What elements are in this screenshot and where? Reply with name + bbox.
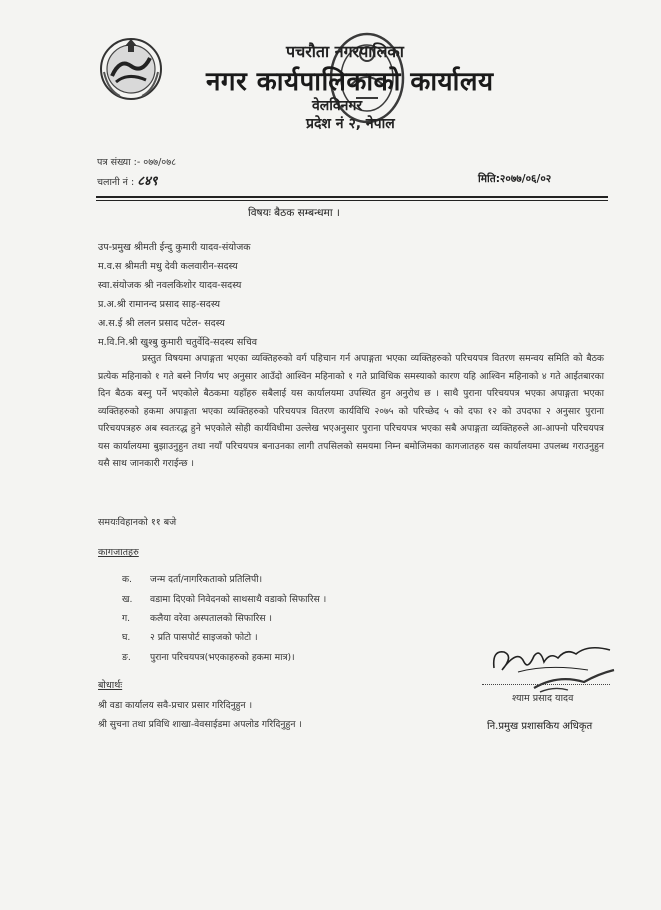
letter-body — [98, 350, 604, 473]
letter-number: पत्र संख्या :- ०७७/०७८ — [97, 157, 177, 168]
cc-heading: बोधार्थः — [98, 680, 123, 691]
document-text: कलैया वरेवा अस्पतालको सिफारिस । — [150, 613, 273, 624]
document-marker: क. — [122, 574, 132, 585]
province-label: प्रदेश नं २, नेपाल — [306, 116, 395, 132]
cc-item: श्री सुचना तथा प्रविधि शाखा-वेवसाईडमा अपलोड गरिदिनुहुन । — [98, 719, 302, 730]
document-marker: ख. — [122, 594, 133, 605]
subject-line: विषयः बैठक सम्बन्धमा । — [248, 207, 340, 219]
document-item — [122, 572, 262, 585]
documents-heading: कागजातहरु — [98, 547, 139, 558]
body-line: अनुरोध छ । साथै पुराना परिचयपत्र भएका अपाङ्गता भएका व्यक्तिहरुको हकमा अपाङ्गता भएका व्यक्तिहरुको परिचयपत्र वितरण — [98, 388, 604, 417]
dispatch-number-value: ८४९ — [137, 174, 158, 189]
divider-top-thin — [96, 200, 608, 201]
document-marker: घ. — [122, 632, 131, 643]
body-line: प्रस्तुत विषयमा अपाङ्गता भएका व्यक्तिहरुको वर्ग पहिचान गर्न अपाङ्गता भएका व्यक्तिहरुको परिचयपत्र वितरण समन्वय — [142, 353, 548, 364]
recipient-line: उप-प्रमुख श्रीमती ईन्दु कुमारी यादव-संयोजक — [98, 242, 251, 253]
meeting-time: समयःविहानको ११ बजे — [98, 517, 177, 528]
recipient-line: म.व.स श्रीमती मधु देवी कलवारीन-सदस्य — [98, 261, 238, 272]
divider-top — [96, 196, 608, 198]
document-item — [122, 650, 295, 663]
document-item — [122, 611, 272, 624]
signatory-name: श्याम प्रसाद यादव — [512, 693, 574, 704]
recipient-line: स्वा.संयोजक श्री नवलकिशोर यादव-सदस्य — [98, 280, 242, 291]
body-line: कार्यविधि २०७५ को परिच्छेद ५ को दफा १२ को उपदफा २ अनुसार पुराना परिचयपत्रहरु अब स्वतःरद्ध हुने भएकोले सोही — [98, 405, 604, 434]
nepal-emblem-icon — [98, 36, 164, 102]
recipient-line: म.वि.नि.श्री खुश्बु कुमारी चतुर्वेदि-सदस्य सचिव — [98, 337, 258, 348]
handwritten-signature — [488, 630, 618, 700]
municipality-name: पचरौता नगरपालिका — [286, 42, 404, 61]
office-title: नगर कार्यपालिकाको कार्यालय — [206, 67, 494, 97]
document-text: वडामा दिएको निवेदनको साथसाथै वडाको सिफारिस । — [150, 594, 327, 605]
body-line: यहि आश्विन महिनाको ४ गते आईतबारका दिन बैठक बस्नु पर्ने भएकोले बैठकमा यहाँहरु सबैलाई यस कार्यालयमा उपस्थित हुन — [98, 370, 604, 399]
document-text: पुराना परिचयपत्र(भएकाहरुको हकमा मात्र)। — [150, 652, 295, 663]
recipient-line: अ.स.ई श्री ललन प्रसाद पटेल- सदस्य — [98, 318, 225, 329]
body-line: समिति को बैठक प्रत्येक महिनाको १ गते बस्ने निर्णय भए अनुसार आउँदो आश्विन महिनाको १ गते प्राविधिक समस्याको कारण — [98, 353, 604, 382]
document-marker: ग. — [122, 613, 131, 624]
document-item — [122, 592, 326, 605]
signature-line — [482, 684, 610, 685]
letter-date: मिति:२०७७/०६/०२ — [478, 173, 552, 185]
body-line: साथ जानकारी गराईन्छ । — [112, 458, 194, 469]
office-location: वेलविनगर — [312, 98, 363, 114]
recipient-line: प्र.अ.श्री रामानन्द प्रसाद साह-सदस्य — [98, 299, 221, 310]
document-item — [122, 630, 258, 643]
cc-item: श्री वडा कार्यालय सवै-प्रचार प्रसार गरिदिनुहुन । — [98, 700, 253, 711]
document-text: जन्म दर्ता/नागरिकताको प्रतिलिपी। — [150, 574, 263, 585]
body-line: कार्यविधीमा उल्लेख भएअनुसार पुराना परिचयपत्र भएका सबै अपाङ्गता व्यक्तिहरुले आ-आफ्नो परिचयपत्र यस कार्यालयमा बुझाउनुहुन — [98, 423, 605, 452]
document-text: २ प्रति पासपोर्ट साइजको फोटो । — [150, 632, 258, 643]
document-marker: ङ. — [122, 652, 131, 663]
dispatch-number-label: चलानी नं : — [97, 177, 135, 188]
signatory-title: नि.प्रमुख प्रशासकिय अधिकृत — [487, 721, 593, 732]
body-line: तथा नयाँ परिचयपत्र बनाउनका लागी तपसिलको समयमा निम्न बमोजिमका कागजातहरु यस कार्यालयमा उपलब्ध गराउनुहुन यसै — [98, 440, 604, 469]
dispatch-number-row — [97, 171, 158, 189]
